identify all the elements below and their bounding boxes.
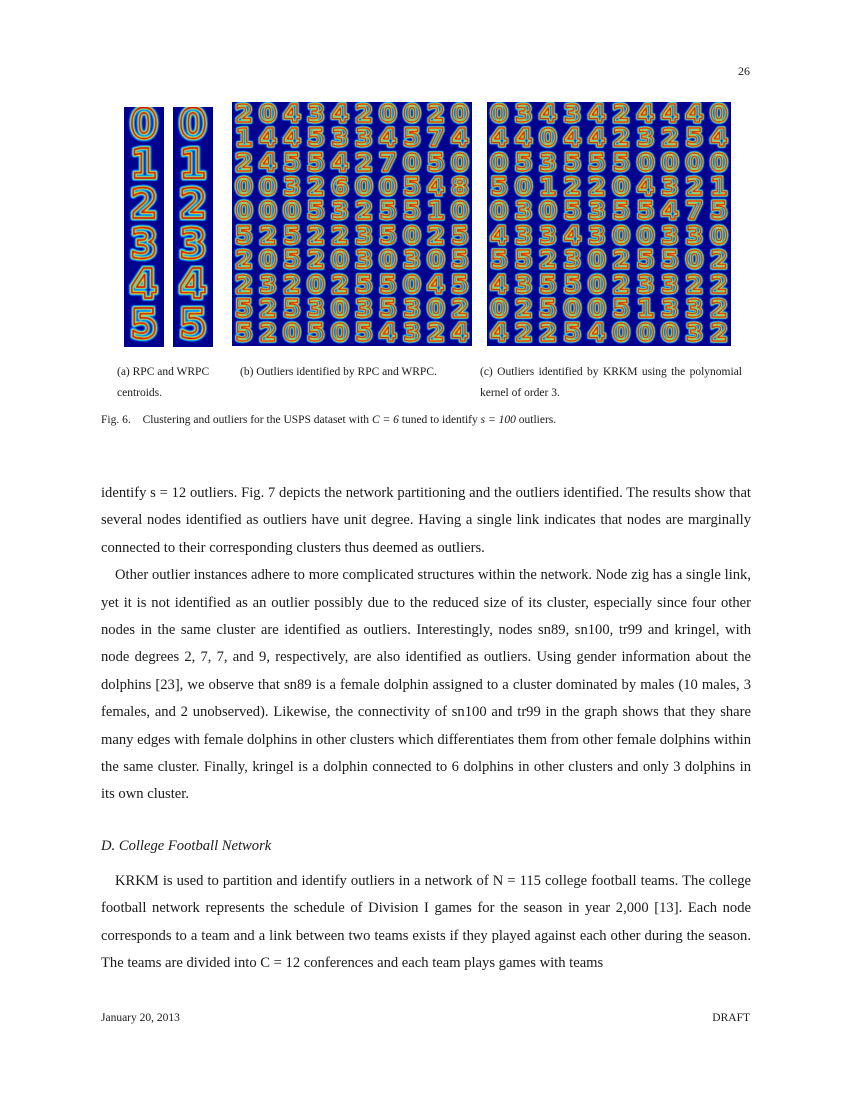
subcaption-b: (b) Outliers identified by RPC and WRPC. [240,366,437,378]
subcaption-c: (c) Outliers identified by KRKM using the polynomial kernel of order 3. [480,366,742,399]
outlier-grid-rpc-wrpc-image [232,102,472,346]
caption-s-eq: s = 100 [480,414,516,426]
caption-part-2: tuned to identify [401,414,478,426]
body-text [101,480,751,809]
centroid-strip-wrpc [173,107,213,347]
subcaption-a: (a) RPC and WRPC centroids. [117,366,210,399]
centroid-strip-rpc [124,107,164,347]
centroid-strip-rpc-image [124,107,164,347]
centroid-strip-wrpc-image [173,107,213,347]
caption-c-eq: C = 6 [371,414,399,426]
figure-label: Fig. 6. [101,414,131,426]
footer-date: January 20, 2013 [101,1012,180,1024]
outlier-grid-rpc-wrpc [232,102,472,346]
outlier-grid-krkm [487,102,731,346]
paragraph-1: identify s = 12 outliers. Fig. 7 depicts the network partitioning and the outliers identified. The results show that several nodes identified as outliers have unit degree. Having a single link indicates that nodes are marginally connected to their corresponding clusters thus deemed as outliers. [101,485,751,556]
figure-caption [101,414,761,426]
section-paragraph: KRKM is used to partition and identify outliers in a network of N = 115 college football teams. The college football network represents the schedule of Division I games for the season in year 2,000 [13]. Each node corresponds to a team and a link between two teams exists if they played against each other during the season. The teams are divided into C = 12 conferences and each team plays games with teams [101,873,751,972]
paragraph-2: Other outlier instances adhere to more complicated structures within the network. Node zig has a single link, yet it is not identified as an outlier possibly due to the reduced size of its cluster, especially since four other nodes in the same cluster are identified as outliers. Interestingly, nodes sn89, sn100, tr99 and kringel, with node degrees 2, 7, 7, and 9, respectively, are also identified as outliers. Using gender information about the dolphins [23], we observe that sn89 is a female dolphin assigned to a cluster dominated by males (10 males, 3 females, and 2 unobserved). Likewise, the connectivity of sn100 and tr99 in the graph shows that they share many edges with female dolphins in other clusters which differentiates them from other female dolphins within the same cluster. Finally, kringel is a dolphin connected to 6 dolphins in other clusters and only 3 dolphins in its own cluster. [101,567,751,803]
footer-status: DRAFT [712,1012,750,1024]
section-heading: D. College Football Network [101,838,272,854]
section-text [101,868,751,978]
caption-part-3: outliers. [518,414,557,426]
caption-part-1: Clustering and outliers for the USPS dataset with [142,414,370,426]
outlier-grid-krkm-image [487,102,731,346]
page-number: 26 [738,64,750,78]
